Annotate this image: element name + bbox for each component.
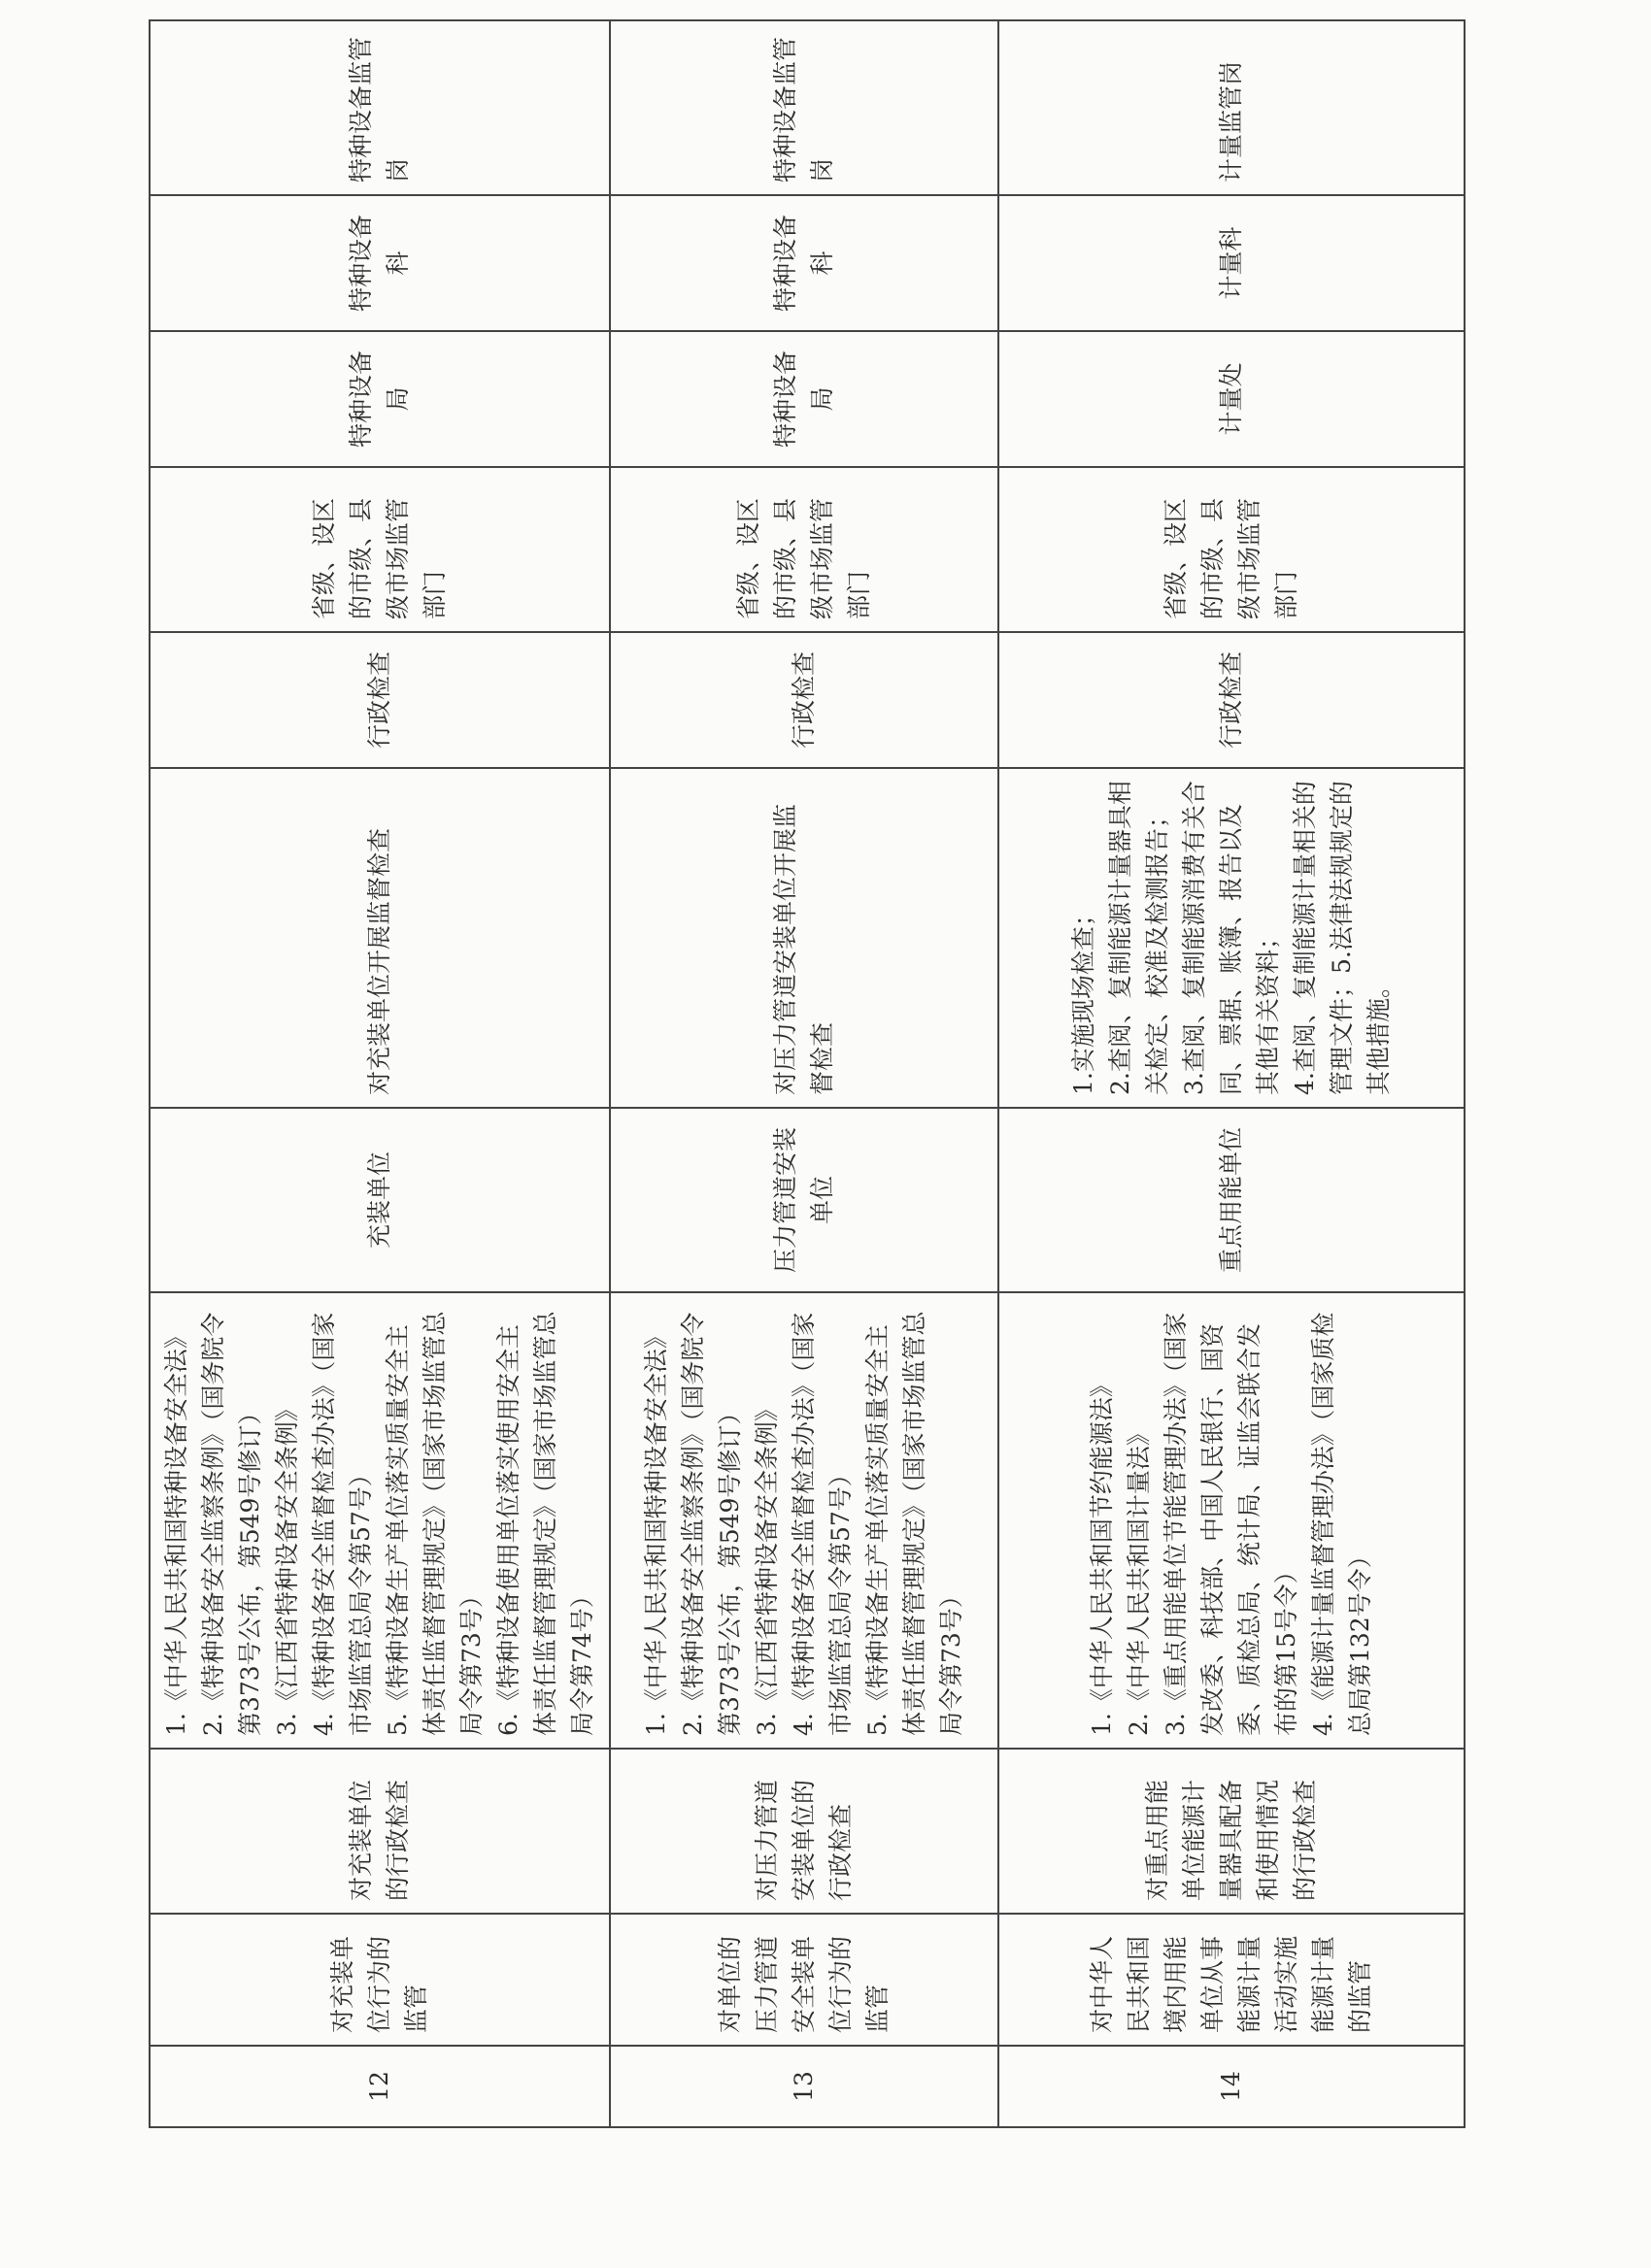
inspection-object: 压力管道安装单位: [610, 1108, 998, 1292]
legal-basis: [998, 1292, 1465, 1749]
content-line: 4.查阅、复制能源计量相关的管理文件；5.法律法规规定的其他措施。: [1291, 781, 1393, 1095]
inspection-content: [610, 768, 998, 1108]
basis-line: 1.《中华人民共和国节约能源法》: [1088, 1373, 1116, 1736]
basis-line: 4.《能源计量监督管理办法》（国家质检总局第132号令）: [1309, 1312, 1374, 1736]
inspection-level: 省级、设区的市级、县级市场监管部门: [150, 467, 610, 632]
inspection-method: 行政检查: [150, 632, 610, 768]
basis-line: 3.《江西省特种设备安全条例》: [273, 1397, 301, 1736]
basis-line: 2.《特种设备安全监察条例》（国务院令第373号公布，第549号修订）: [679, 1312, 744, 1736]
basis-line: 2.《特种设备安全监察条例》（国务院令第373号公布，第549号修订）: [199, 1312, 264, 1736]
supervision-item: 对充装单位行为的监管: [150, 1914, 610, 2046]
responsible-office: 特种设备科: [610, 195, 998, 331]
inspection-method: 行政检查: [998, 632, 1465, 768]
supervision-sub-item: 对充装单位的行政检查: [150, 1749, 610, 1914]
inspection-content: [150, 768, 610, 1108]
inspection-content: [998, 768, 1465, 1108]
basis-line: 4.《特种设备安全监督检查办法》（国家市场监管总局令第57号）: [310, 1312, 375, 1736]
basis-line: 5.《特种设备生产单位落实质量安全主体责任监督管理规定》（国家市场监管总局令第73号）: [384, 1311, 486, 1736]
supervision-item: 对中华人民共和国境内用能单位从事能源计量活动实施能源计量的监管: [998, 1914, 1465, 2046]
responsible-office: 计量科: [998, 195, 1465, 331]
content-line: 2.查阅、复制能源计量器具相关检定、校准及检测报告；: [1106, 781, 1171, 1095]
table-row: [610, 20, 998, 2127]
basis-line: 1.《中华人民共和国特种设备安全法》: [162, 1324, 190, 1736]
legal-basis: [150, 1292, 610, 1749]
table-row: [998, 20, 1465, 2127]
responsible-post: 计量监管岗: [998, 20, 1465, 195]
supervision-sub-item: 对压力管道安装单位的行政检查: [610, 1749, 998, 1914]
responsible-post: 特种设备监管岗: [610, 20, 998, 195]
content-line: 1.实施现场检查；: [1069, 902, 1097, 1095]
responsible-department: 特种设备局: [610, 331, 998, 467]
supervision-item: 对单位的压力管道安全装单位行为的监管: [610, 1914, 998, 2046]
row-number: 14: [998, 2046, 1465, 2127]
responsible-post: 特种设备监管岗: [150, 20, 610, 195]
supervision-matrix-table: [149, 19, 1466, 2128]
inspection-method: 行政检查: [610, 632, 998, 768]
inspection-level: 省级、设区的市级、县级市场监管部门: [998, 467, 1465, 632]
row-number: 13: [610, 2046, 998, 2127]
responsible-department: 特种设备局: [150, 331, 610, 467]
responsible-department: 计量处: [998, 331, 1465, 467]
rotated-table-sheet: [149, 36, 1393, 2128]
content-line: 对充装单位开展监督检查: [365, 827, 393, 1095]
supervision-sub-item: 对重点用能单位能源计量器具配备和使用情况的行政检查: [998, 1749, 1465, 1914]
responsible-office: 特种设备科: [150, 195, 610, 331]
inspection-level: 省级、设区的市级、县级市场监管部门: [610, 467, 998, 632]
table-row: [150, 20, 610, 2127]
basis-line: 1.《中华人民共和国特种设备安全法》: [642, 1324, 670, 1736]
legal-basis: [610, 1292, 998, 1749]
basis-line: 3.《江西省特种设备安全条例》: [753, 1397, 781, 1736]
inspection-object: 充装单位: [150, 1108, 610, 1292]
basis-line: 6.《特种设备使用单位落实使用安全主体责任监督管理规定》（国家市场监管总局令第74号）: [494, 1311, 596, 1736]
basis-line: 4.《特种设备安全监督检查办法》（国家市场监管总局令第57号）: [790, 1312, 855, 1736]
basis-line: 3.《重点用能单位节能管理办法》（国家发改委、科技部、中国人民银行、国资委、质检总局、统计局、证监会联合发布的第15号令）: [1162, 1312, 1300, 1736]
basis-line: 2.《中华人民共和国计量法》: [1125, 1421, 1153, 1736]
inspection-object: 重点用能单位: [998, 1108, 1465, 1292]
content-line: 对压力管道安装单位开展监督检查: [771, 803, 836, 1095]
row-number: 12: [150, 2046, 610, 2127]
content-line: 3.查阅、复制能源消费有关合同、票据、账簿、报告以及其他有关资料；: [1180, 781, 1282, 1095]
basis-line: 5.《特种设备生产单位落实质量安全主体责任监督管理规定》（国家市场监管总局令第73号）: [863, 1311, 965, 1736]
